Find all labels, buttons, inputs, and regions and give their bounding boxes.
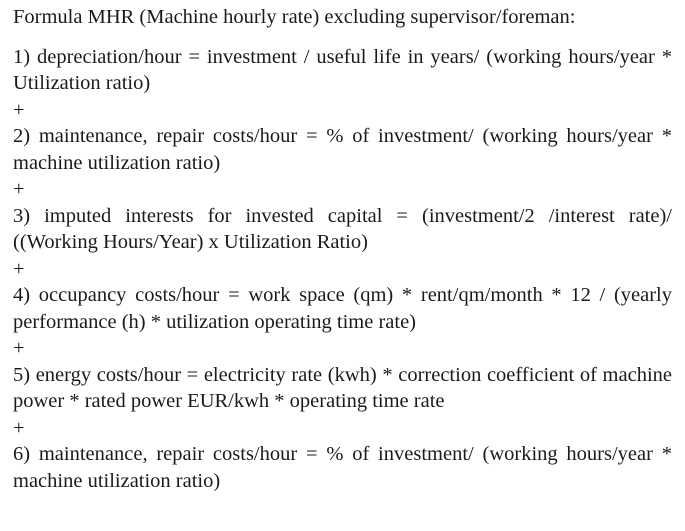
plus-operator: +: [13, 416, 25, 439]
formula-item-occupancy: 4) occupancy costs/hour = work space (qm) * rent/qm/month * 12 / (yearly performance (h) * utilization operating time rate): [13, 284, 672, 333]
formula-item-maintenance-repeat: 6) maintenance, repair costs/hour = % of investment/ (working hours/year * machine utilization ratio): [13, 443, 672, 492]
plus-operator: +: [13, 178, 25, 200]
plus-operator: +: [13, 337, 25, 359]
formula-item-maintenance: 2) maintenance, repair costs/hour = % of investment/ (working hours/year * machine utilization ratio): [13, 125, 672, 174]
formula-item-imputed-interests: 3) imputed interests for invested capital = (investment/2 /interest rate)/ ((Working Hours/Year) x Utilization Ratio): [13, 204, 672, 253]
plus-operator: +: [13, 257, 25, 280]
formula-document: [13, 4, 672, 494]
formula-item-energy: 5) energy costs/hour = electricity rate (kwh) * correction coefficient of machine power * rated power EUR/kwh * operating time rate: [13, 363, 672, 412]
plus-operator: +: [13, 98, 25, 121]
formula-item-depreciation: 1) depreciation/hour = investment / useful life in years/ (working hours/year * Utilization ratio): [13, 45, 672, 94]
formula-heading: Formula MHR (Machine hourly rate) excluding supervisor/foreman:: [13, 6, 576, 28]
